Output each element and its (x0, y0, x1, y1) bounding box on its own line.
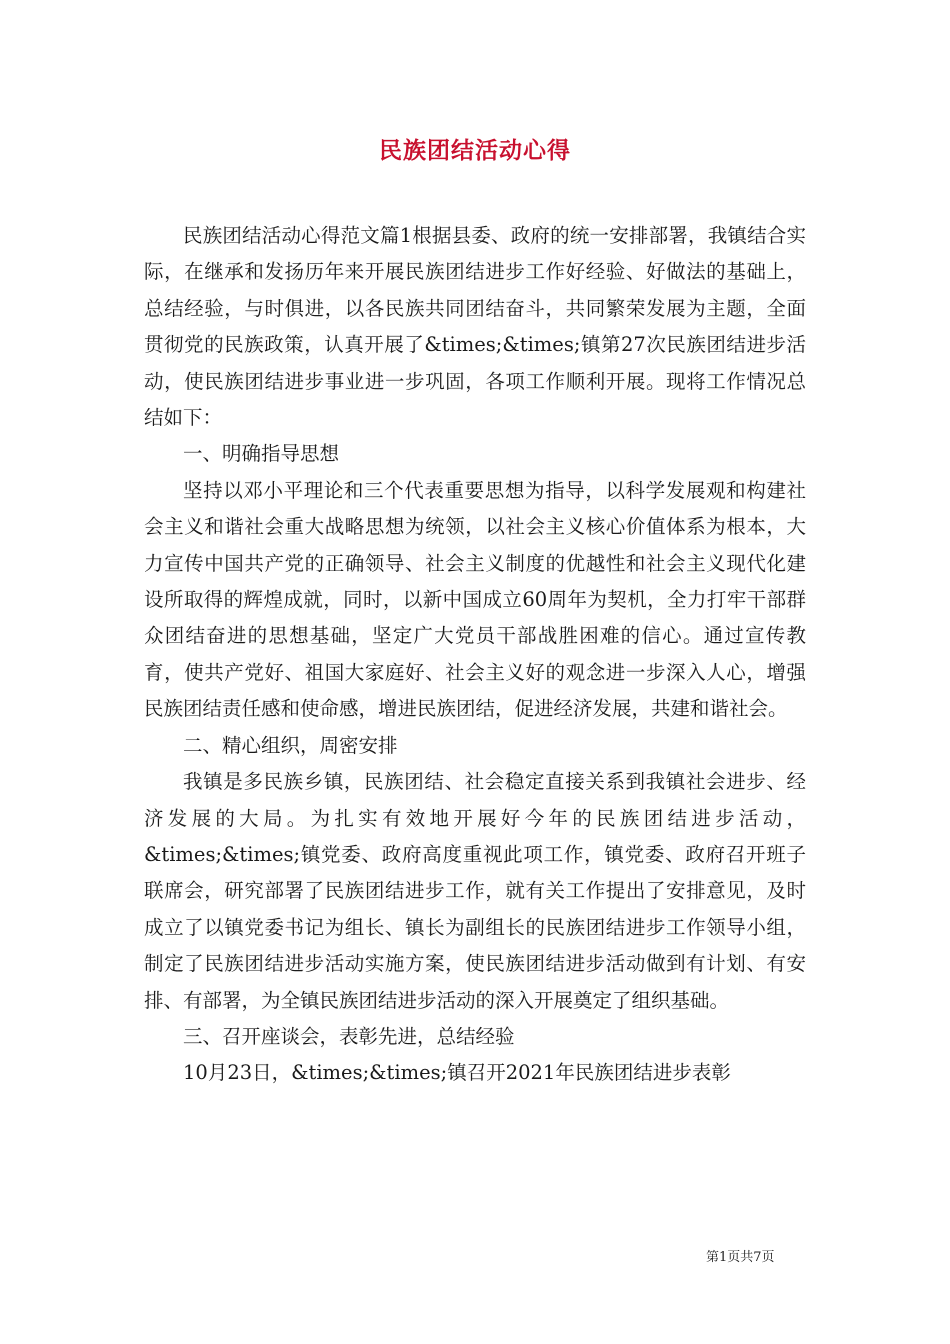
document-title: 民族团结活动心得 (379, 137, 571, 164)
paragraph-organization: 我镇是多民族乡镇，民族团结、社会稳定直接关系到我镇社会进步、经济发展的大局。为扎实有效地开展好今年的民族团结进步活动，&times;&times;镇党委、政府高度重视此项工作，镇党委、政府召开班子联席会，研究部署了民族团结进步工作，就有关工作提出了安排意见，及时成立了以镇党委书记为组长、镇长为副组长的民族团结进步工作领导小组，制定了民族团结进步活动实施方案，使民族团结进步活动做到有计划、有安排、有部署，为全镇民族团结进步活动的深入开展奠定了组织基础。 (144, 770, 806, 1012)
paragraph-guiding-thought: 坚持以邓小平理论和三个代表重要思想为指导，以科学发展观和构建社会主义和谐社会重大战略思想为统领，以社会主义核心价值体系为根本，大力宣传中国共产党的正确领导、社会主义制度的优越性和社会主义现代化建设所取得的辉煌成就，同时，以新中国成立60周年为契机，全力打牢干部群众团结奋进的思想基础，坚定广大党员干部战胜困难的信心。通过宣传教育，使共产党好、祖国大家庭好、社会主义好的观念进一步深入人心，增强民族团结责任感和使命感，增进民族团结，促进经济发展，共建和谐社会。 (144, 478, 806, 721)
document-body (144, 218, 806, 1092)
paragraph-intro: 民族团结活动心得范文篇1根据县委、政府的统一安排部署，我镇结合实际，在继承和发扬历年来开展民族团结进步工作好经验、好做法的基础上，总结经验，与时俱进，以各民族共同团结奋斗，共同繁荣发展为主题，全面贯彻党的民族政策，认真开展了&times;&times;镇第27次民族团结进步活动，使民族团结进步事业进一步巩固，各项工作顺利开展。现将工作情况总结如下： (144, 224, 806, 430)
section-heading-1: 一、明确指导思想 (183, 442, 340, 466)
section-heading-2: 二、精心组织，周密安排 (183, 733, 398, 757)
paragraph-symposium: 10月23日，&times;&times;镇召开2021年民族团结进步表彰 (183, 1061, 731, 1085)
section-heading-3: 三、召开座谈会，表彰先进，总结经验 (183, 1024, 515, 1048)
page-number: 第1页共7页 (706, 1250, 775, 1265)
